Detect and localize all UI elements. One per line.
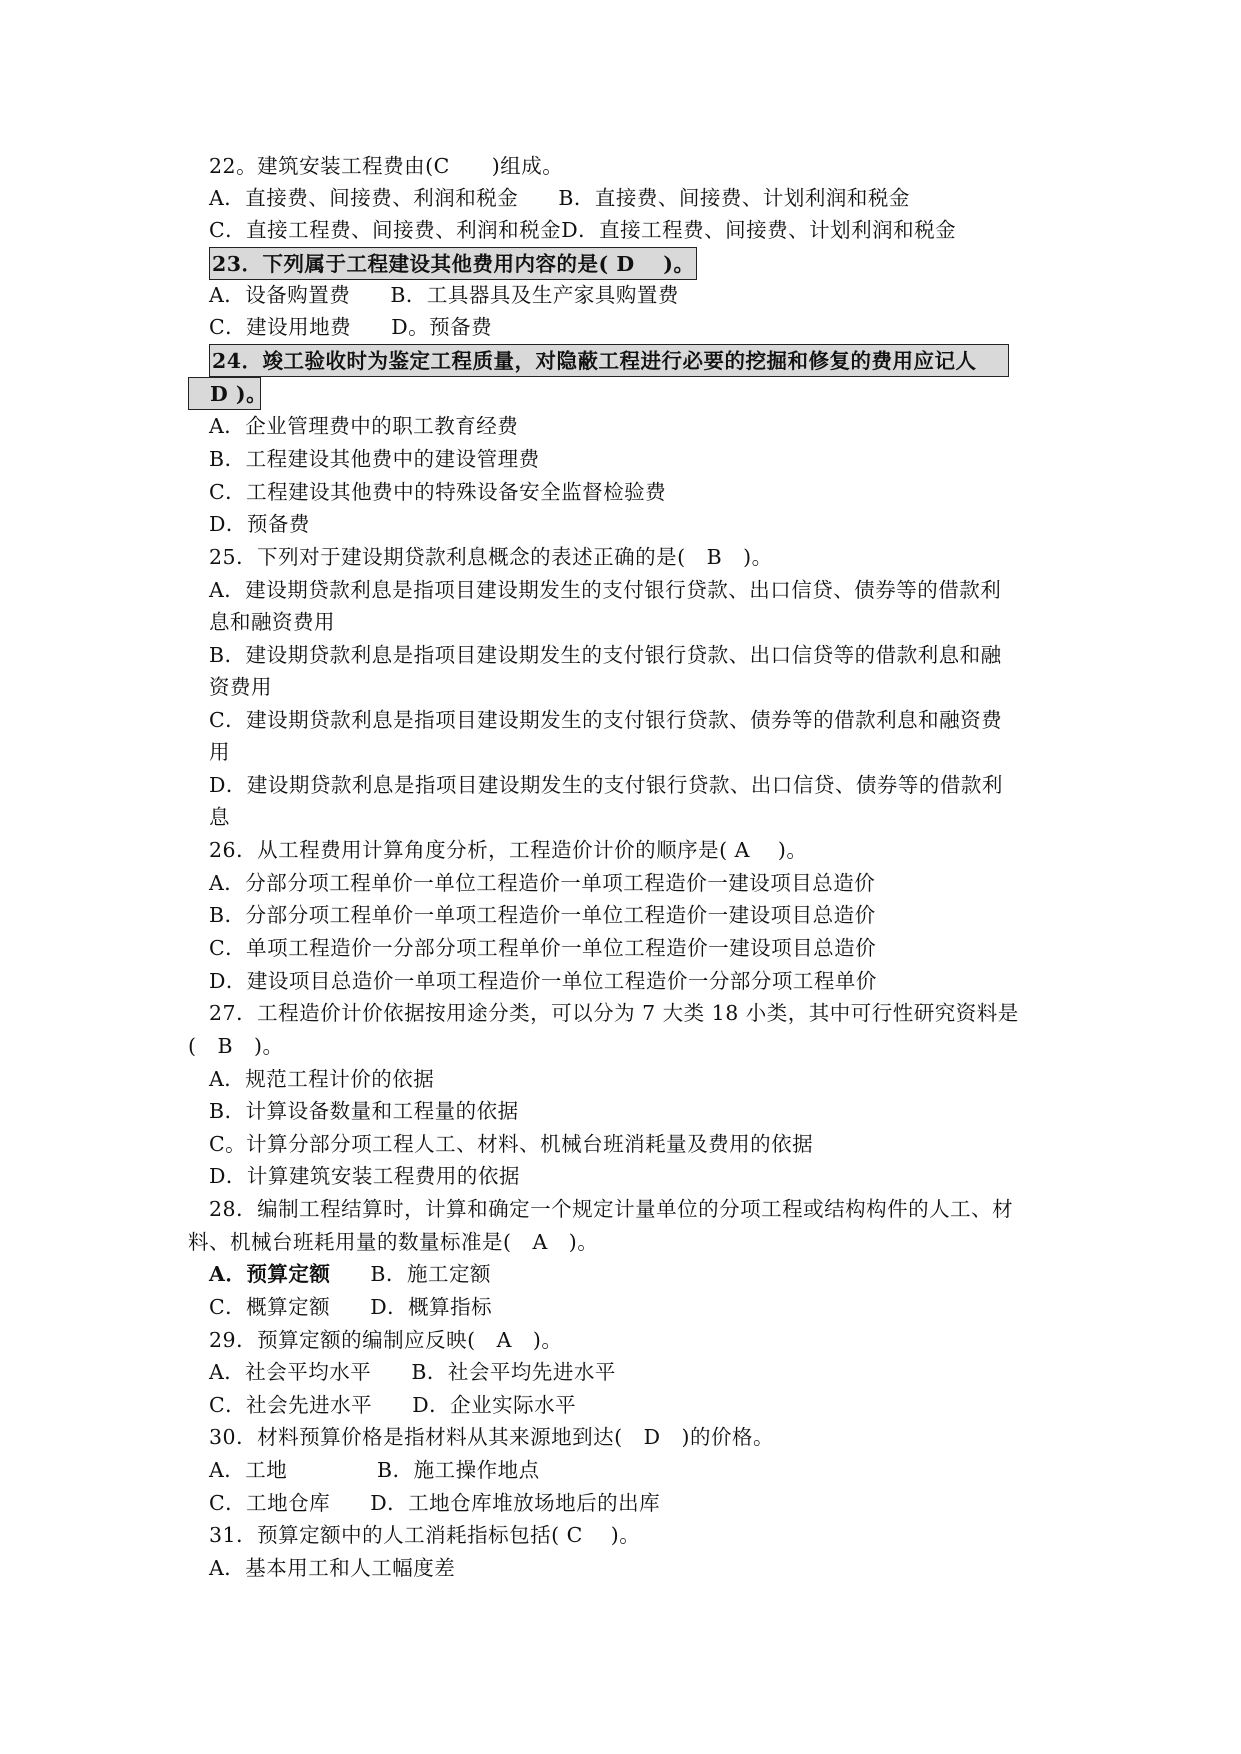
option-c: C．社会先进水平 (209, 1393, 373, 1417)
question-23-options-ab (209, 279, 679, 312)
question-28: 28．编制工程结算时，计算和确定一个规定计量单位的分项工程或结构构件的人工、材 (209, 1197, 1014, 1221)
option-d: D．企业实际水平 (412, 1393, 577, 1417)
option-d: D．计算建筑安装工程费用的依据 (209, 1164, 520, 1188)
option-a: A．建设期贷款利息是指项目建设期发生的支付银行贷款、出口信贷、债券等的借款利 (209, 578, 1002, 602)
option-b: B．工程建设其他费中的建设管理费 (209, 447, 540, 471)
question-29: 29．预算定额的编制应反映( A )。 (209, 1328, 563, 1352)
option-a: A．基本用工和人工幅度差 (209, 1556, 456, 1580)
option-a: A．企业管理费中的职工教育经费 (209, 414, 519, 438)
question-23-highlighted: 23．下列属于工程建设其他费用内容的是( D )。 (209, 247, 697, 280)
question-22-options-cd (209, 214, 956, 247)
question-27-answer: ( B )。 (188, 1034, 284, 1058)
option-d: D．建设期贷款利息是指项目建设期发生的支付银行贷款、出口信贷、债券等的借款利 (209, 773, 1003, 797)
option-c: C．工地仓库 (209, 1491, 331, 1515)
question-31: 31．预算定额中的人工消耗指标包括( C )。 (209, 1523, 641, 1547)
option-c: C．概算定额 (209, 1295, 331, 1319)
question-22-options-ab (209, 182, 910, 215)
option-a: A．设备购置费 (209, 283, 351, 307)
question-30: 30．材料预算价格是指材料从其来源地到达( D )的价格。 (209, 1425, 775, 1449)
question-22: 22。建筑安装工程费由(C )组成。 (209, 154, 564, 178)
question-23-options-cd (209, 311, 492, 344)
option-b-continued: 资费用 (209, 675, 272, 699)
option-d: D．工地仓库堆放场地后的出库 (370, 1491, 661, 1515)
option-d: D。预备费 (391, 315, 493, 339)
question-28-options-cd (209, 1291, 492, 1324)
option-a: A．分部分项工程单价一单位工程造价一单项工程造价一建设项目总造价 (209, 871, 876, 895)
option-b: B．直接费、间接费、计划利润和税金 (558, 186, 910, 210)
question-25: 25．下列对于建设期贷款利息概念的表述正确的是( B )。 (209, 545, 773, 569)
question-28-continued: 料、机械台班耗用量的数量标准是( A )。 (188, 1230, 599, 1254)
option-b: B．社会平均先进水平 (411, 1360, 616, 1384)
option-b: B．工具器具及生产家具购置费 (390, 283, 679, 307)
option-c: C．直接工程费、间接费、利润和税金 (209, 218, 562, 242)
option-b: B．施工操作地点 (377, 1458, 540, 1482)
option-a-continued: 息和融资费用 (209, 610, 335, 634)
question-27: 27．工程造价计价依据按用途分类，可以分为 7 大类 18 小类，其中可行性研究资料是 (209, 1001, 1019, 1025)
question-30-options-cd (209, 1487, 660, 1520)
option-b: B．建设期贷款利息是指项目建设期发生的支付银行贷款、出口信贷等的借款利息和融 (209, 643, 1002, 667)
question-24-highlighted: 24．竣工验收时为鉴定工程质量，对隐蔽工程进行必要的挖掘和修复的费用应记人 (209, 344, 1009, 377)
option-b: B．施工定额 (370, 1262, 491, 1286)
option-c: C。计算分部分项工程人工、材料、机械台班消耗量及费用的依据 (209, 1132, 814, 1156)
option-c: C．工程建设其他费中的特殊设备安全监督检验费 (209, 480, 667, 504)
option-d: D．直接工程费、间接费、计划利润和税金 (561, 218, 957, 242)
option-b: B．分部分项工程单价一单项工程造价一单位工程造价一建设项目总造价 (209, 903, 876, 927)
option-c: C．单项工程造价一分部分项工程单价一单位工程造价一建设项目总造价 (209, 936, 877, 960)
option-d: D．预备费 (209, 512, 310, 536)
option-c-continued: 用 (209, 740, 230, 764)
option-d: D．建设项目总造价一单项工程造价一单位工程造价一分部分项工程单价 (209, 969, 877, 993)
option-a: A．规范工程计价的依据 (209, 1067, 435, 1091)
question-29-options-ab (209, 1356, 616, 1389)
question-24-answer-highlighted: D )。 (188, 377, 261, 410)
question-30-options-ab (209, 1454, 540, 1487)
option-a: A．社会平均水平 (209, 1360, 372, 1384)
question-28-options-ab (209, 1258, 491, 1291)
option-c: C．建设期贷款利息是指项目建设期发生的支付银行贷款、债券等的借款利息和融资费 (209, 708, 1003, 732)
question-29-options-cd (209, 1389, 576, 1422)
option-d: D．概算指标 (370, 1295, 493, 1319)
option-b: B．计算设备数量和工程量的依据 (209, 1099, 519, 1123)
option-a: A．工地 (209, 1458, 288, 1482)
option-a: A．直接费、间接费、利润和税金 (209, 186, 519, 210)
option-d-continued: 息 (209, 805, 230, 829)
option-c: C．建设用地费 (209, 315, 352, 339)
option-a-answer: A．预算定额 (209, 1262, 331, 1286)
question-26: 26．从工程费用计算角度分析，工程造价计价的顺序是( A )。 (209, 838, 808, 862)
